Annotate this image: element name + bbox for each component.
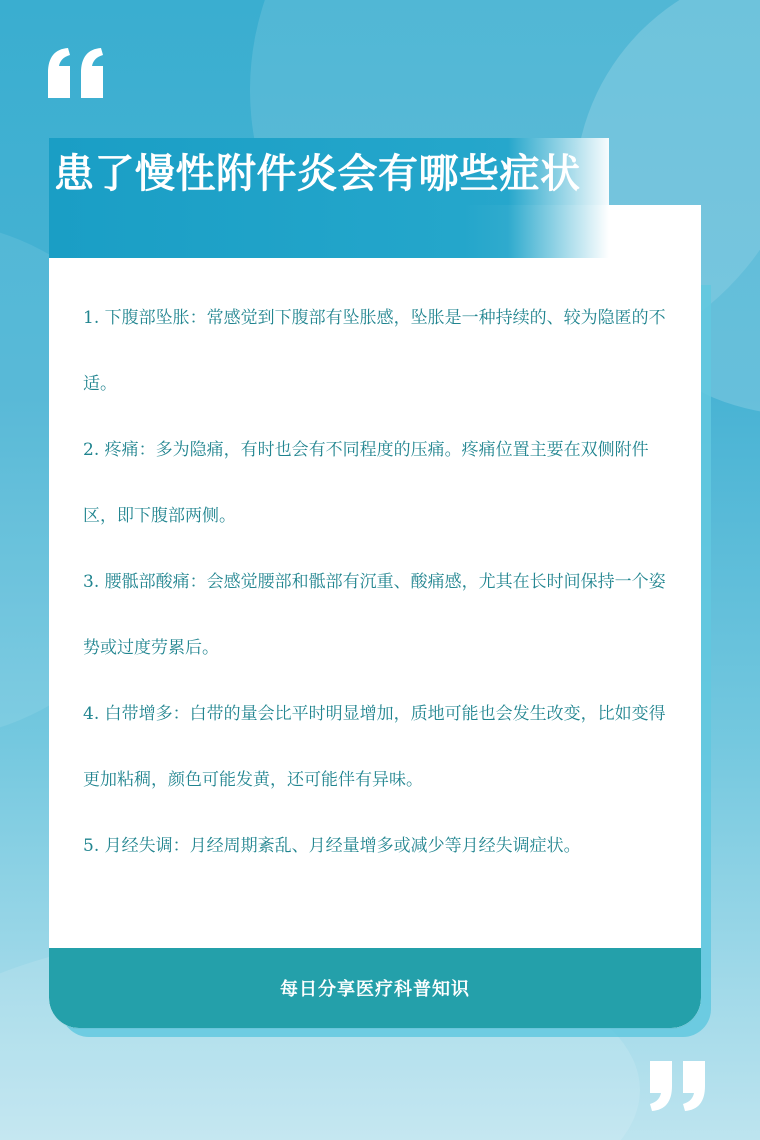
symptom-item-3: 3. 腰骶部酸痛：会感觉腰部和骶部有沉重、酸痛感，尤其在长时间保持一个姿势或过度劳累后。 — [83, 572, 666, 658]
page-title: 患了慢性附件炎会有哪些症状 — [54, 151, 581, 197]
symptom-item-2: 2. 疼痛：多为隐痛，有时也会有不同程度的压痛。疼痛位置主要在双侧附件区，即下腹部两侧。 — [83, 440, 649, 526]
symptom-item-5: 5. 月经失调：月经周期紊乱、月经量增多或减少等月经失调症状。 — [83, 836, 581, 856]
symptom-item-4: 4. 白带增多：白带的量会比平时明显增加，质地可能也会发生改变，比如变得更加粘稠，颜色可能发黄，还可能伴有异味。 — [83, 704, 666, 790]
symptoms-list — [83, 285, 673, 879]
symptom-item-1: 1. 下腹部坠胀：常感觉到下腹部有坠胀感，坠胀是一种持续的、较为隐匿的不适。 — [83, 308, 666, 394]
card-header-strip — [49, 205, 609, 258]
closing-quote-icon — [647, 1061, 705, 1111]
symptoms-card — [49, 205, 701, 1028]
footer-banner — [49, 948, 701, 1028]
opening-quote-icon — [48, 48, 106, 98]
footer-text: 每日分享医疗科普知识 — [280, 979, 470, 1000]
